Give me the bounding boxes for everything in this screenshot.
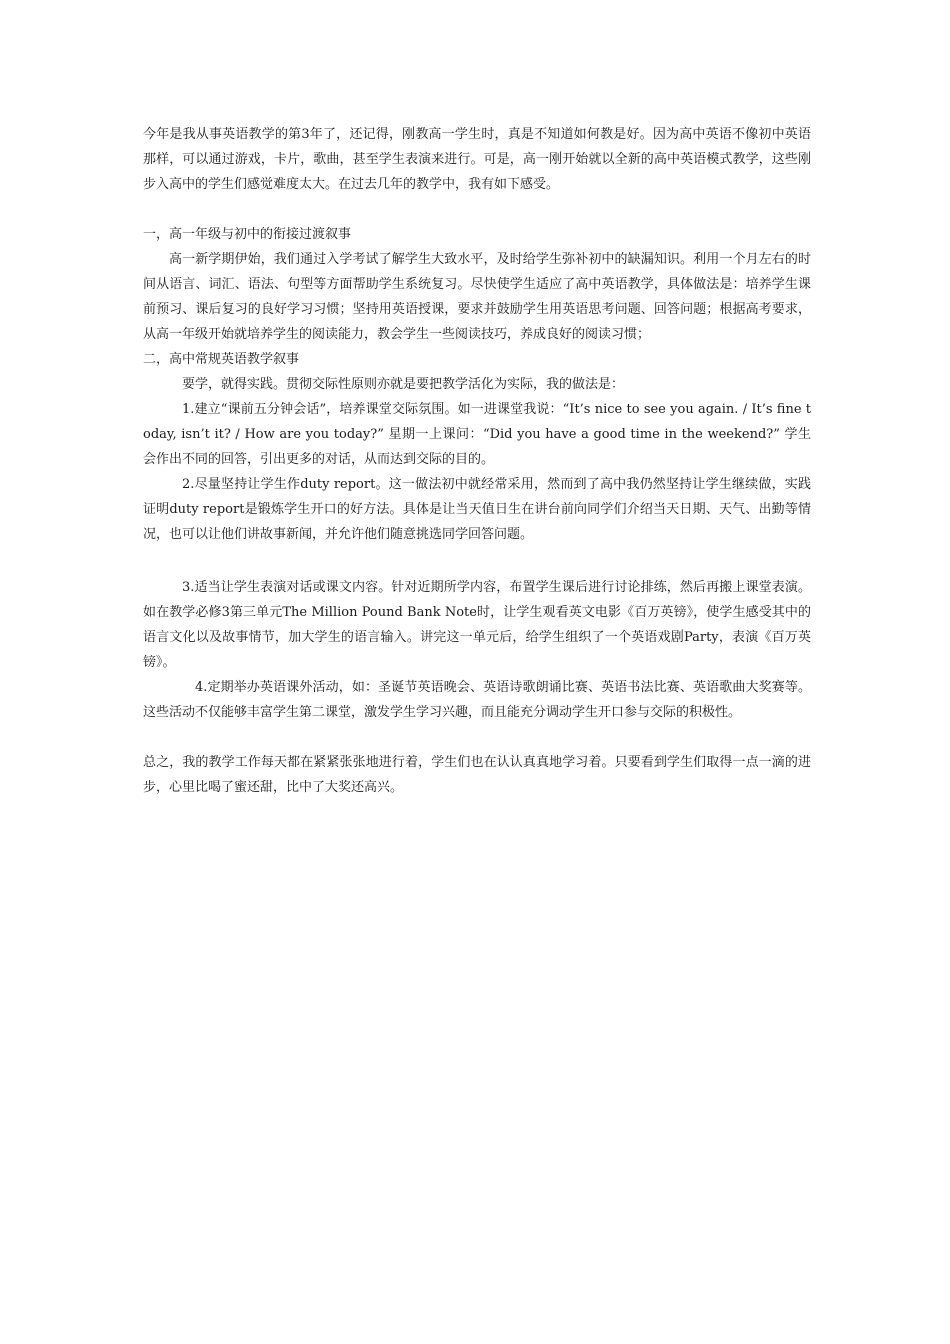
- intro-paragraph: 今年是我从事英语教学的第3年了，还记得，刚教高一学生时，真是不知道如何教是好。因为高中英语不像初中英语那样，可以通过游戏，卡片，歌曲，甚至学生表演来进行。可是，高一刚开始就以全新的高中英语模式教学，这些刚步入高中的学生们感觉难度太大。在过去几年的教学中，我有如下感受。: [143, 127, 811, 192]
- spacer: [143, 547, 811, 575]
- item-1-paragraph: 1.建立“课前五分钟会话”，培养课堂交际氛围。如一进课堂我说：“It’s nice to see you again. / It’s fine today, isn’t it? / How are you today?” 星期一上课问：“Did you have a good time in the weekend?” 学生会作出不同的回答，引出更多的对话，从而达到交际的目的。: [143, 402, 811, 467]
- section-1-paragraph: 高一新学期伊始，我们通过入学考试了解学生大致水平，及时给学生弥补初中的缺漏知识。利用一个月左右的时间从语言、词汇、语法、句型等方面帮助学生系统复习。尽快使学生适应了高中英语教学，具体做法是：培养学生课前预习、课后复习的良好学习习惯；坚持用英语授课，要求并鼓励学生用英语思考问题、回答问题；根据高考要求，从高一年级开始就培养学生的阅读能力，教会学生一些阅读技巧，养成良好的阅读习惯；: [143, 252, 811, 342]
- section-2-heading: 二，高中常规英语教学叙事: [143, 352, 300, 367]
- item-3-paragraph: 3.适当让学生表演对话或课文内容。针对近期所学内容，布置学生课后进行讨论排练，然后再搬上课堂表演。如在教学必修3第三单元The Million Pound Bank Note时，让学生观看英文电影《百万英镑》，使学生感受其中的语言文化以及故事情节，加大学生的语言输入。讲完这一单元后，给学生组织了一个英语戏剧Party，表演《百万英镑》。: [143, 580, 811, 670]
- conclusion-paragraph: 总之，我的教学工作每天都在紧紧张张地进行着，学生们也在认认真真地学习着。只要看到学生们取得一点一滴的进步，心里比喝了蜜还甜，比中了大奖还高兴。: [143, 755, 811, 795]
- item-4-paragraph: 4.定期举办英语课外活动，如：圣诞节英语晚会、英语诗歌朗诵比赛、英语书法比赛、英语歌曲大奖赛等。这些活动不仅能够丰富学生第二课堂，激发学生学习兴趣，而且能充分调动学生开口参与交际的积极性。: [143, 680, 811, 720]
- spacer: [143, 197, 811, 222]
- section-1-heading: 一，高一年级与初中的衔接过渡叙事: [143, 227, 352, 242]
- section-2-lead: 要学，就得实践。贯彻交际性原则亦就是要把教学活化为实际，我的做法是：: [182, 377, 625, 392]
- document-body: [143, 122, 811, 800]
- item-2-paragraph: 2.尽量坚持让学生作duty report。这一做法初中就经常采用，然而到了高中我仍然坚持让学生继续做，实践证明duty report是锻炼学生开口的好方法。具体是让当天值日生在讲台前向同学们介绍当天日期、天气、出勤等情况，也可以让他们讲故事新闻，并允许他们随意挑选同学回答问题。: [143, 477, 811, 542]
- spacer: [143, 725, 811, 750]
